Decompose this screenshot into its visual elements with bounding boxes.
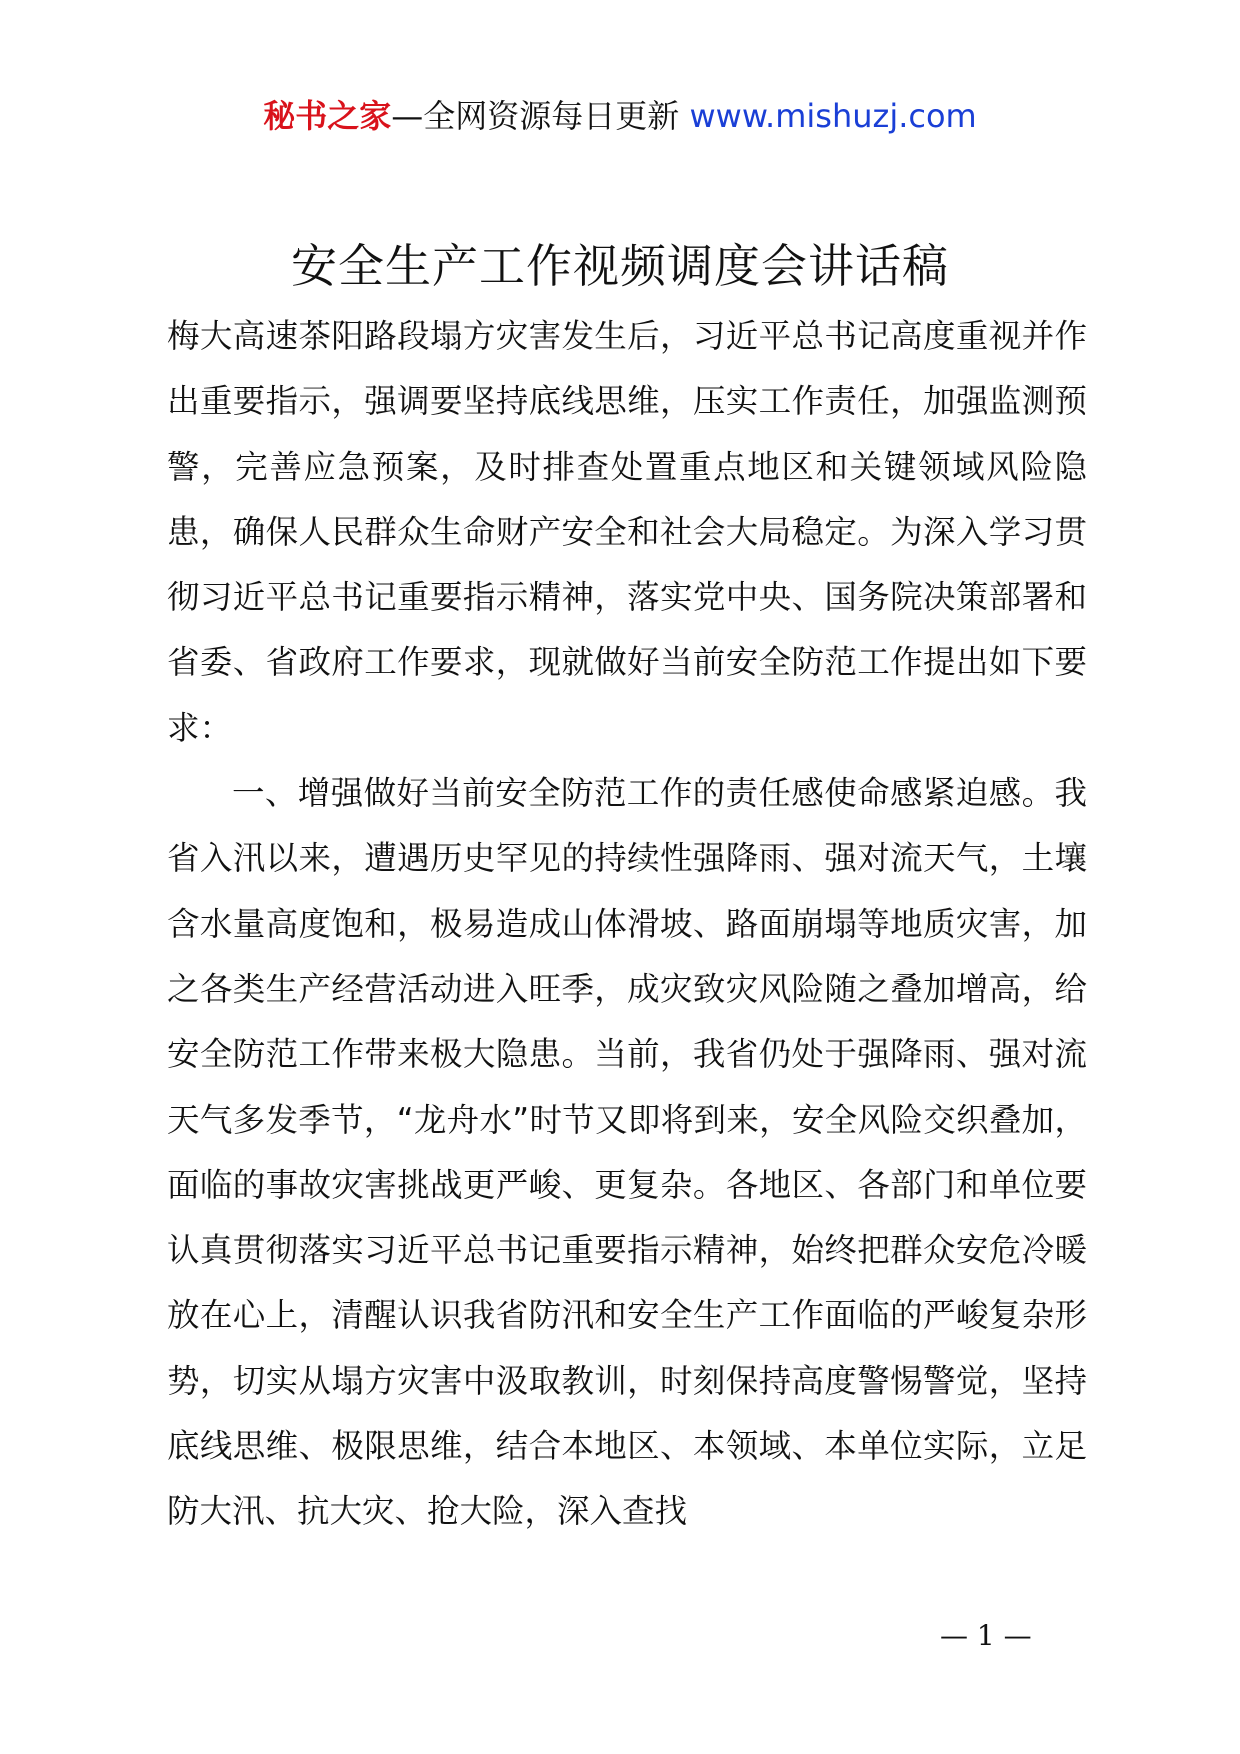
page-number: — 1 — <box>940 1619 1032 1652</box>
body-paragraph-section-1: 一、增强做好当前安全防范工作的责任感使命感紧迫感。我省入汛以来，遭遇历史罕见的持续性强降雨、强对流天气，土壤含水量高度饱和，极易造成山体滑坡、路面崩塌等地质灾害，加之各类生产经营活动进入旺季，成灾致灾风险随之叠加增高，给安全防范工作带来极大隐患。当前，我省仍处于强降雨、强对流天气多发季节，“龙舟水”时节又即将到来，安全风险交织叠加，面临的事故灾害挑战更严峻、更复杂。各地区、各部门和单位要认真贯彻落实习近平总书记重要指示精神，始终把群众安危冷暖放在心上，清醒认识我省防汛和安全生产工作面临的严峻复杂形势，切实从塌方灾害中汲取教训，时刻保持高度警惕警觉，坚持底线思维、极限思维，结合本地区、本领域、本单位实际，立足防大汛、抗大灾、抢大险，深入查找 <box>167 774 1087 1531</box>
site-tagline: —全网资源每日更新 <box>391 97 690 135</box>
document-title: 安全生产工作视频调度会讲话稿 <box>291 239 949 293</box>
site-header <box>0 96 1240 136</box>
site-url-link[interactable]: www.mishuzj.com <box>689 97 977 135</box>
body-paragraph-intro: 梅大高速茶阳路段塌方灾害发生后，习近平总书记高度重视并作出重要指示，强调要坚持底线思维，压实工作责任，加强监测预警，完善应急预案，及时排查处置重点地区和关键领域风险隐患，确保人民群众生命财产安全和社会大局稳定。为深入学习贯彻习近平总书记重要指示精神，落实党中央、国务院决策部署和省委、省政府工作要求，现就做好当前安全防范工作提出如下要求： <box>167 317 1087 747</box>
site-brand: 秘书之家 <box>263 97 392 135</box>
document-body <box>167 304 1087 1545</box>
